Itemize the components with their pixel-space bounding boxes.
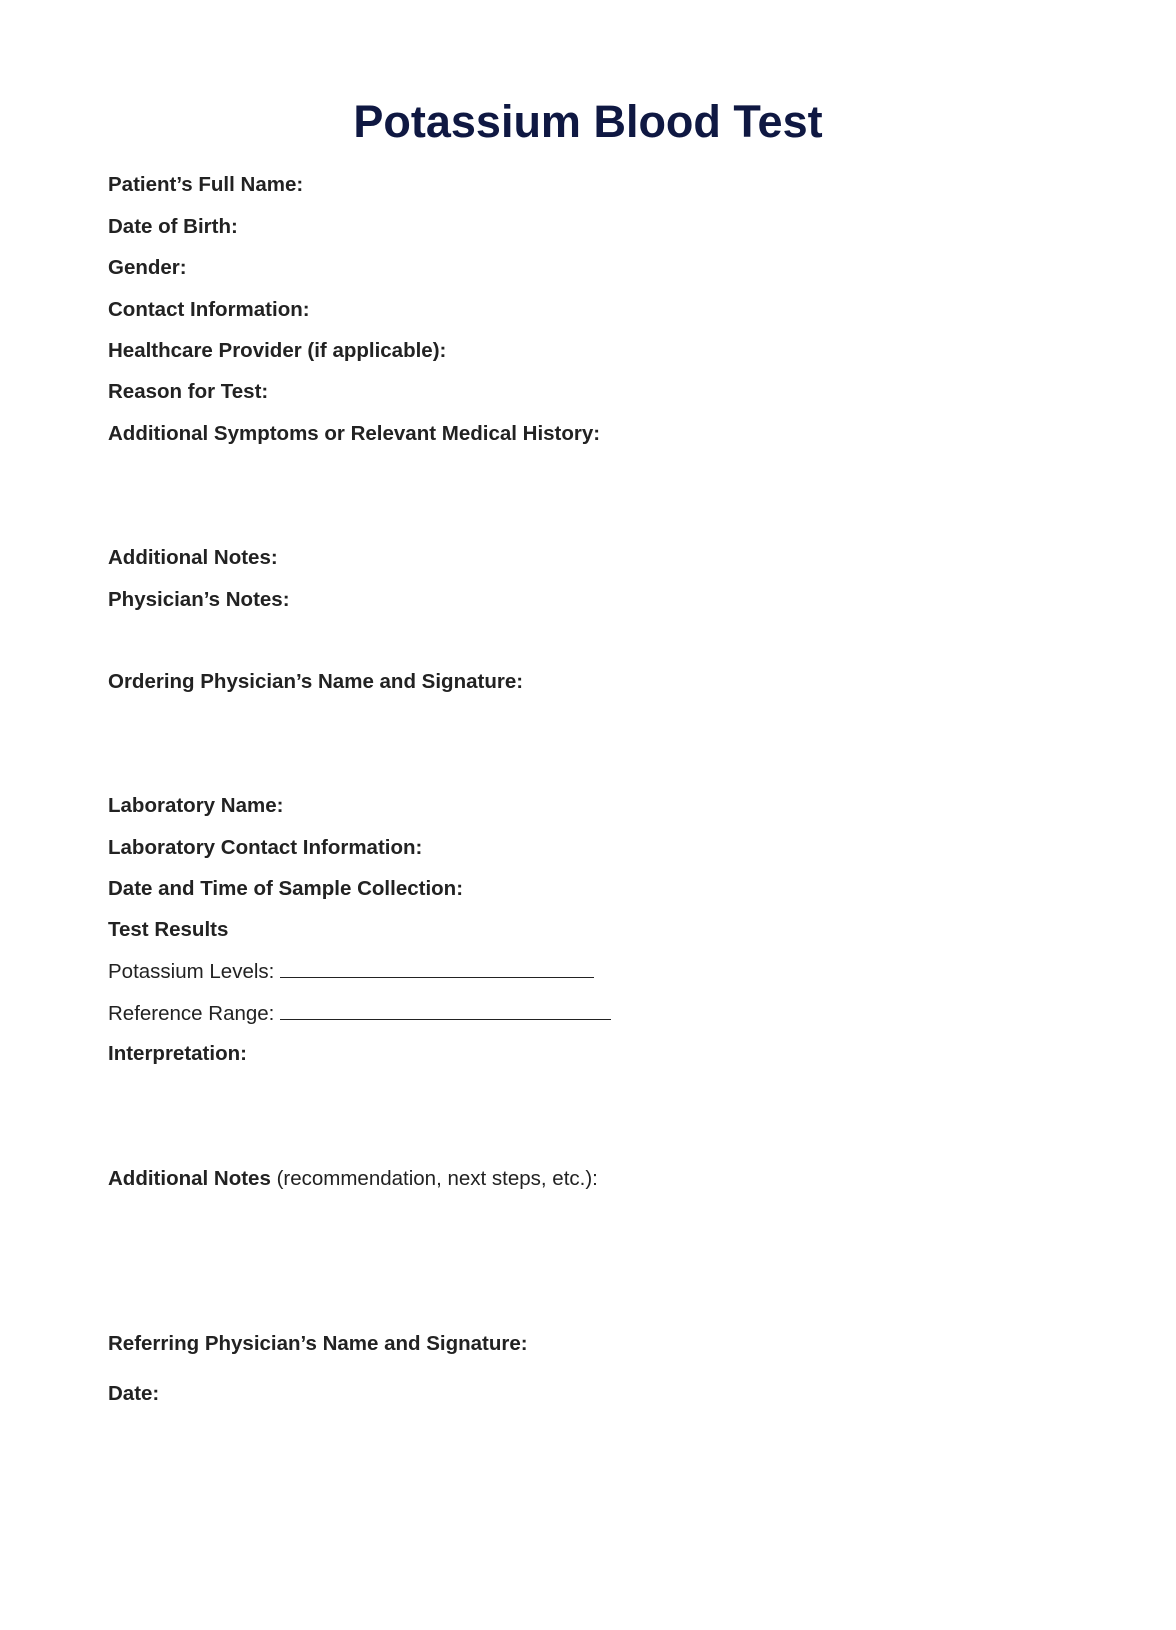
reason-label: Reason for Test: — [108, 380, 269, 403]
additional-notes-2-row — [108, 1167, 598, 1191]
patient-name-label: Patient’s Full Name: — [108, 173, 304, 196]
provider-label: Healthcare Provider (if applicable): — [108, 339, 447, 362]
reference-range-label: Reference Range: — [108, 1002, 275, 1025]
additional-notes-label: Additional Notes: — [108, 546, 278, 569]
physician-notes-label: Physician’s Notes: — [108, 588, 290, 611]
potassium-levels-blank[interactable] — [280, 959, 594, 978]
test-results-heading: Test Results — [108, 918, 229, 941]
ordering-physician-label: Ordering Physician’s Name and Signature: — [108, 670, 524, 693]
gender-label: Gender: — [108, 256, 187, 279]
reference-range-row — [108, 1001, 611, 1026]
dob-label: Date of Birth: — [108, 215, 238, 238]
contact-label: Contact Information: — [108, 298, 310, 321]
potassium-levels-label: Potassium Levels: — [108, 960, 275, 983]
potassium-levels-row — [108, 959, 594, 984]
reference-range-blank[interactable] — [280, 1001, 611, 1020]
lab-contact-label: Laboratory Contact Information: — [108, 836, 423, 859]
interpretation-label: Interpretation: — [108, 1042, 247, 1065]
page-title: Potassium Blood Test — [353, 96, 823, 147]
additional-notes-2-hint: (recommendation, next steps, etc.): — [276, 1167, 598, 1190]
lab-name-label: Laboratory Name: — [108, 794, 284, 817]
collection-datetime-label: Date and Time of Sample Collection: — [108, 877, 464, 900]
referring-physician-label: Referring Physician’s Name and Signature: — [108, 1332, 528, 1355]
symptoms-label: Additional Symptoms or Relevant Medical History: — [108, 422, 601, 445]
additional-notes-2-label: Additional Notes — [108, 1167, 271, 1190]
date-label: Date: — [108, 1382, 160, 1405]
